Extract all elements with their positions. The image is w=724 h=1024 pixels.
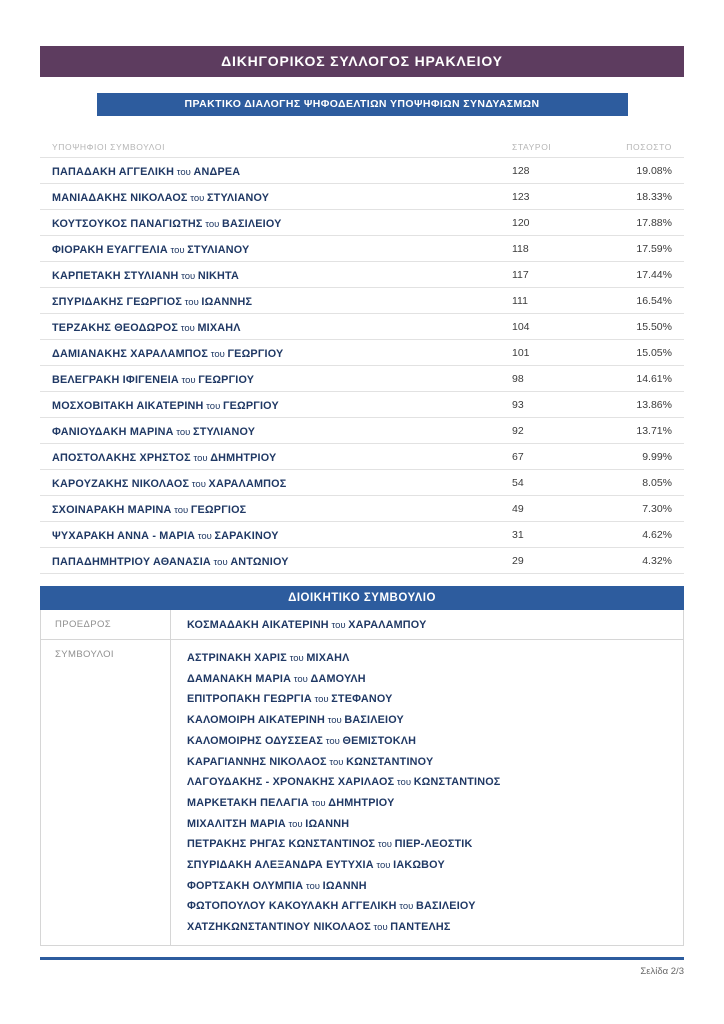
- board-section-bar: [40, 586, 684, 610]
- patronymic-connector: του: [182, 296, 202, 308]
- candidate-row: [40, 470, 684, 496]
- candidate-votes: 104: [512, 320, 530, 333]
- candidate-percent: 13.86%: [636, 398, 672, 411]
- person-name: ΜΙΧΑΛΙΤΣΗ ΜΑΡΙΑ: [187, 817, 286, 830]
- patronymic: ΧΑΡΑΛΑΜΠΟΣ: [208, 477, 287, 490]
- patronymic-connector: του: [373, 860, 394, 872]
- person-name: ΚΑΡΑΓΙΑΝΝΗΣ ΝΙΚΟΛΑΟΣ: [187, 755, 327, 768]
- patronymic: ΙΩΑΝΝΗ: [322, 879, 367, 892]
- patronymic-connector: του: [203, 400, 223, 412]
- person-name: ΠΑΠΑΔΗΜΗΤΡΙΟΥ ΑΘΑΝΑΣΙΑ: [52, 555, 211, 568]
- person-name: ΣΧΟΙΝΑΡΑΚΗ ΜΑΡΙΝΑ: [52, 503, 172, 516]
- candidates-table-body: [40, 158, 684, 574]
- candidate-percent: 9.99%: [642, 450, 672, 463]
- candidate-row: [40, 314, 684, 340]
- patronymic: ΚΩΝΣΤΑΝΤΙΝΟΣ: [413, 776, 501, 789]
- patronymic: ΙΑΚΩΒΟΥ: [393, 859, 445, 872]
- president-row: [41, 610, 683, 640]
- person-name: ΚΑΡΠΕΤΑΚΗ ΣΤΥΛΙΑΝΗ: [52, 269, 179, 282]
- person-name: ΚΟΥΤΣΟΥΚΟΣ ΠΑΝΑΓΙΩΤΗΣ: [52, 217, 203, 230]
- board-member: [187, 648, 683, 669]
- candidate-percent: 18.33%: [636, 190, 672, 203]
- candidate-name: [52, 422, 512, 440]
- candidate-row: [40, 392, 684, 418]
- page-indicator: Σελίδα 2/3: [640, 966, 684, 977]
- candidate-row: [40, 418, 684, 444]
- candidate-row: [40, 548, 684, 574]
- candidate-name: [52, 552, 512, 570]
- candidate-name: [52, 396, 512, 414]
- title-bar: [40, 46, 684, 77]
- candidate-percent: 17.44%: [636, 268, 672, 281]
- board-table: [40, 610, 684, 946]
- candidate-percent: 17.88%: [636, 216, 672, 229]
- patronymic-connector: του: [311, 694, 332, 706]
- person-name: ΑΠΟΣΤΟΛΑΚΗΣ ΧΡΗΣΤΟΣ: [52, 451, 191, 464]
- candidate-name: [52, 448, 512, 466]
- board-member: [187, 896, 683, 917]
- members-list: [171, 640, 683, 945]
- person-name: ΔΑΜΙΑΝΑΚΗΣ ΧΑΡΑΛΑΜΠΟΣ: [52, 347, 209, 360]
- person-name: ΚΟΣΜΑΔΑΚΗ ΑΙΚΑΤΕΡΙΝΗ: [187, 619, 329, 631]
- patronymic-connector: του: [178, 322, 198, 334]
- candidate-votes: 98: [512, 372, 524, 385]
- candidate-votes: 111: [512, 294, 528, 307]
- patronymic: ΔΑΜΟΥΛΗ: [310, 672, 366, 685]
- patronymic-connector: του: [202, 218, 222, 230]
- candidate-votes: 49: [512, 502, 524, 515]
- person-name: ΧΑΤΖΗΚΩΝΣΤΑΝΤΙΝΟΥ ΝΙΚΟΛΑΟΣ: [187, 921, 371, 934]
- candidate-name: [52, 500, 512, 518]
- person-name: ΚΑΡΟΥΖΑΚΗΣ ΝΙΚΟΛΑΟΣ: [52, 477, 190, 490]
- candidate-percent: 15.50%: [636, 320, 672, 333]
- person-name: ΜΑΡΚΕΤΑΚΗ ΠΕΛΑΓΙΑ: [187, 796, 309, 809]
- candidate-name: [52, 162, 512, 180]
- patronymic-connector: του: [195, 530, 215, 542]
- patronymic-connector: του: [394, 777, 414, 789]
- patronymic: ΠΙΕΡ-ΛΕΟΣΤΙΚ: [394, 838, 473, 851]
- patronymic: ΓΕΩΡΓΙΟΥ: [198, 373, 255, 386]
- candidate-percent: 8.05%: [642, 476, 672, 489]
- candidate-name: [52, 370, 512, 388]
- candidate-row: [40, 184, 684, 210]
- candidate-row: [40, 366, 684, 392]
- candidate-row: [40, 158, 684, 184]
- candidate-row: [40, 340, 684, 366]
- patronymic-connector: του: [396, 901, 417, 913]
- patronymic: ΙΩΑΝΝΗ: [305, 817, 350, 830]
- page-title: ΔΙΚΗΓΟΡΙΚΟΣ ΣΥΛΛΟΓΟΣ ΗΡΑΚΛΕΙΟΥ: [221, 53, 503, 69]
- person-name: ΦΙΟΡΑΚΗ ΕΥΑΓΓΕΛΙΑ: [52, 243, 168, 256]
- candidate-name: [52, 318, 512, 336]
- patronymic: ΚΩΝΣΤΑΝΤΙΝΟΥ: [346, 755, 434, 768]
- patronymic-connector: του: [308, 797, 329, 809]
- members-label: ΣΥΜΒΟΥΛΟΙ: [41, 640, 171, 945]
- patronymic-connector: του: [303, 880, 323, 892]
- patronymic: ΓΕΩΡΓΙΟΥ: [227, 347, 284, 360]
- candidate-percent: 15.05%: [636, 346, 672, 359]
- patronymic-connector: του: [189, 478, 209, 490]
- person-name: ΕΠΙΤΡΟΠΑΚΗ ΓΕΩΡΓΙΑ: [187, 693, 312, 706]
- candidate-votes: 31: [512, 528, 524, 541]
- patronymic: ΣΤΥΛΙΑΝΟΥ: [187, 243, 250, 256]
- patronymic-connector: του: [173, 426, 194, 438]
- patronymic: ΑΝΔΡΕΑ: [193, 165, 241, 178]
- board-member: [187, 814, 683, 835]
- patronymic: ΔΗΜΗΤΡΙΟΥ: [328, 796, 395, 809]
- candidates-table-header: [40, 142, 684, 158]
- patronymic-connector: του: [178, 270, 198, 282]
- person-name: ΣΠΥΡΙΔΑΚΗΣ ΓΕΩΡΓΙΟΣ: [52, 295, 183, 308]
- patronymic-connector: του: [324, 715, 345, 727]
- patronymic: ΝΙΚΗΤΑ: [197, 269, 240, 282]
- patronymic: ΜΙΧΑΗΛ: [306, 652, 350, 664]
- person-name: ΜΟΣΧΟΒΙΤΑΚΗ ΑΙΚΑΤΕΡΙΝΗ: [52, 399, 204, 412]
- patronymic: ΣΑΡΑΚΙΝΟΥ: [214, 529, 279, 542]
- patronymic-connector: του: [323, 735, 343, 747]
- person-name: ΠΑΠΑΔΑΚΗ ΑΓΓΕΛΙΚΗ: [52, 165, 175, 178]
- patronymic-connector: του: [326, 756, 347, 768]
- candidate-percent: 17.59%: [636, 242, 672, 255]
- person-name: ΔΑΜΑΝΑΚΗ ΜΑΡΙΑ: [187, 672, 292, 685]
- person-name: ΜΑΝΙΑΔΑΚΗΣ ΝΙΚΟΛΑΟΣ: [52, 191, 188, 204]
- person-name: ΣΠΥΡΙΔΑΚΗ ΑΛΕΞΑΝΔΡΑ ΕΥΤΥΧΙΑ: [187, 859, 374, 872]
- candidate-name: [52, 240, 512, 258]
- board-member: [187, 917, 683, 938]
- person-name: ΚΑΛΟΜΟΙΡΗΣ ΟΔΥΣΣΕΑΣ: [187, 734, 324, 747]
- patronymic-connector: του: [328, 620, 349, 631]
- candidate-votes: 101: [512, 346, 530, 359]
- board-member: [187, 772, 683, 793]
- members-row: [41, 640, 683, 945]
- person-name: ΚΑΛΟΜΟΙΡΗ ΑΙΚΑΤΕΡΙΝΗ: [187, 714, 325, 727]
- candidate-percent: 4.62%: [642, 528, 672, 541]
- candidate-percent: 7.30%: [642, 502, 672, 515]
- candidate-name: [52, 526, 512, 544]
- candidate-votes: 92: [512, 424, 524, 437]
- candidate-name: [52, 344, 512, 362]
- candidate-votes: 117: [512, 268, 529, 281]
- candidate-votes: 29: [512, 554, 524, 567]
- board-member: [187, 793, 683, 814]
- person-name: ΒΕΛΕΓΡΑΚΗ ΙΦΙΓΕΝΕΙΑ: [52, 373, 179, 386]
- board-member: [187, 834, 683, 855]
- candidate-percent: 16.54%: [636, 294, 672, 307]
- patronymic-connector: του: [370, 922, 391, 934]
- candidate-row: [40, 496, 684, 522]
- person-name: ΛΑΓΟΥΔΑΚΗΣ - ΧΡΟΝΑΚΗΣ ΧΑΡΙΛΑΟΣ: [187, 776, 395, 789]
- patronymic-connector: του: [286, 653, 307, 664]
- patronymic: ΠΑΝΤΕΛΗΣ: [390, 921, 451, 934]
- person-name: ΦΩΤΟΠΟΥΛΟΥ ΚΑΚΟΥΛΑΚΗ ΑΓΓΕΛΙΚΗ: [187, 900, 397, 913]
- patronymic-connector: του: [174, 166, 194, 178]
- board-member: [187, 710, 683, 731]
- patronymic: ΘΕΜΙΣΤΟΚΛΗ: [342, 734, 417, 747]
- candidate-row: [40, 522, 684, 548]
- patronymic: ΓΕΩΡΓΙΟΣ: [190, 503, 247, 516]
- candidates-table: [40, 142, 684, 574]
- patronymic: ΒΑΣΙΛΕΙΟΥ: [221, 217, 282, 230]
- person-name: ΨΥΧΑΡΑΚΗ ΑΝΝΑ - ΜΑΡΙΑ: [52, 529, 196, 542]
- patronymic: ΑΝΤΩΝΙΟΥ: [230, 555, 289, 568]
- person-name: ΠΕΤΡΑΚΗΣ ΡΗΓΑΣ ΚΩΝΣΤΑΝΤΙΝΟΣ: [187, 838, 376, 851]
- board-member: [187, 855, 683, 876]
- person-name: ΤΕΡΖΑΚΗΣ ΘΕΟΔΩΡΟΣ: [52, 321, 179, 334]
- column-header-votes: ΣΤΑΥΡΟΙ: [512, 142, 552, 152]
- board-member: [187, 876, 683, 897]
- patronymic-connector: του: [210, 556, 231, 568]
- candidate-percent: 13.71%: [636, 424, 672, 437]
- candidate-row: [40, 236, 684, 262]
- patronymic: ΧΑΡΑΛΑΜΠΟΥ: [348, 619, 427, 631]
- board-section-title: ΔΙΟΙΚΗΤΙΚΟ ΣΥΜΒΟΥΛΙΟ: [288, 592, 436, 604]
- patronymic: ΜΙΧΑΗΛ: [197, 321, 241, 334]
- patronymic-connector: του: [190, 452, 211, 464]
- candidate-votes: 93: [512, 398, 524, 411]
- board-member: [187, 752, 683, 773]
- patronymic: ΣΤΥΛΙΑΝΟΥ: [193, 425, 256, 438]
- page-subtitle: ΠΡΑΚΤΙΚΟ ΔΙΑΛΟΓΗΣ ΨΗΦΟΔΕΛΤΙΩΝ ΥΠΟΨΗΦΙΩΝ ΣΥΝΔΥΑΣΜΩΝ: [184, 98, 540, 110]
- patronymic-connector: του: [285, 818, 306, 830]
- candidate-row: [40, 262, 684, 288]
- candidate-name: [52, 292, 512, 310]
- column-header-candidates: ΥΠΟΨΗΦΙΟΙ ΣΥΜΒΟΥΛΟΙ: [52, 142, 166, 152]
- candidate-percent: 19.08%: [636, 164, 672, 177]
- board-member: [187, 731, 683, 752]
- candidate-name: [52, 266, 512, 284]
- patronymic: ΔΗΜΗΤΡΙΟΥ: [210, 451, 277, 464]
- president-name: [171, 610, 683, 639]
- president-label: ΠΡΟΕΔΡΟΣ: [41, 610, 171, 639]
- candidate-votes: 54: [512, 476, 524, 489]
- subtitle-bar: [97, 93, 628, 116]
- candidate-percent: 4.32%: [642, 554, 672, 567]
- patronymic-connector: του: [375, 839, 395, 851]
- patronymic-connector: του: [171, 504, 191, 516]
- candidate-name: [52, 474, 512, 492]
- patronymic: ΣΤΥΛΙΑΝΟΥ: [207, 191, 270, 204]
- candidate-votes: 128: [512, 164, 530, 177]
- person-name: ΑΣΤΡΙΝΑΚΗ ΧΑΡΙΣ: [187, 652, 287, 664]
- patronymic-connector: του: [208, 348, 228, 360]
- candidate-votes: 120: [512, 216, 530, 229]
- page-footer: [40, 957, 684, 977]
- patronymic: ΓΕΩΡΓΙΟΥ: [222, 399, 279, 412]
- patronymic: ΙΩΑΝΝΗΣ: [201, 295, 253, 308]
- candidate-votes: 123: [512, 190, 530, 203]
- patronymic-connector: του: [167, 244, 188, 256]
- board-member: [187, 689, 683, 710]
- patronymic-connector: του: [178, 374, 199, 386]
- candidate-name: [52, 214, 512, 232]
- footer-divider: [40, 957, 684, 960]
- candidate-row: [40, 444, 684, 470]
- candidate-votes: 67: [512, 450, 524, 463]
- patronymic-connector: του: [187, 192, 207, 204]
- candidate-votes: 118: [512, 242, 529, 255]
- person-name: ΦΑΝΙΟΥΔΑΚΗ ΜΑΡΙΝΑ: [52, 425, 174, 438]
- person-name: ΦΟΡΤΣΑΚΗ ΟΛΥΜΠΙΑ: [187, 879, 304, 892]
- candidate-percent: 14.61%: [636, 372, 672, 385]
- candidate-row: [40, 288, 684, 314]
- column-header-percent: ΠΟΣΟΣΤΟ: [626, 142, 672, 152]
- board-member: [187, 669, 683, 690]
- patronymic-connector: του: [291, 673, 311, 685]
- candidate-name: [52, 188, 512, 206]
- candidate-row: [40, 210, 684, 236]
- patronymic: ΣΤΕΦΑΝΟΥ: [331, 693, 393, 706]
- patronymic: ΒΑΣΙΛΕΙΟΥ: [344, 714, 404, 727]
- patronymic: ΒΑΣΙΛΕΙΟΥ: [416, 900, 476, 913]
